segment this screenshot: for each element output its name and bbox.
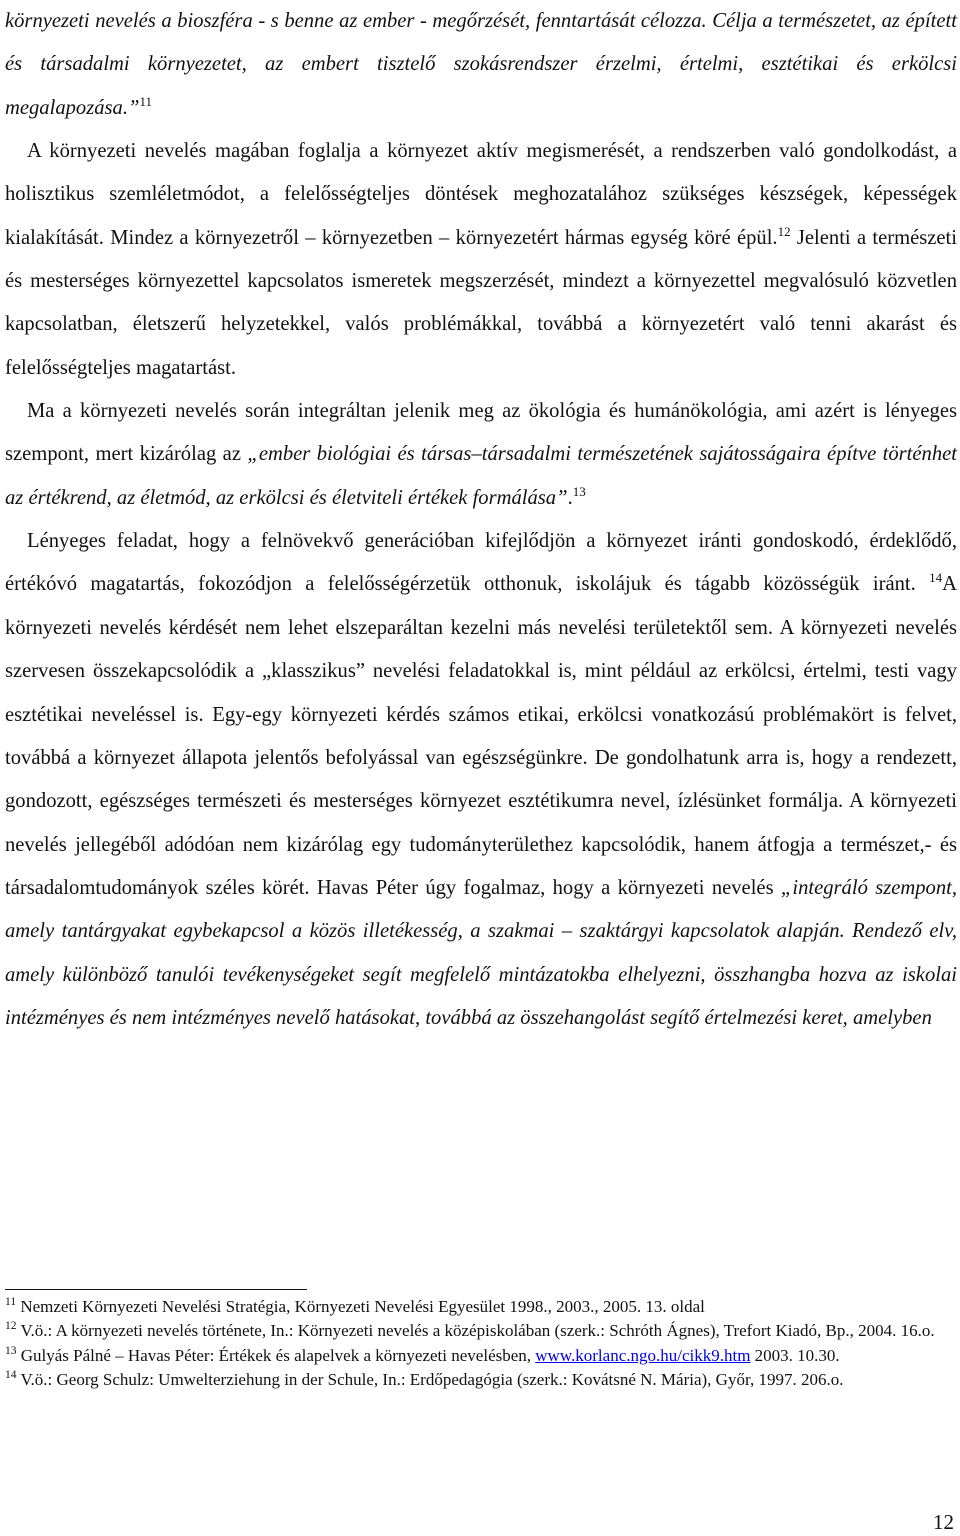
paragraph-1: [5, 0, 957, 130]
footnote-13: [5, 1344, 957, 1368]
footnote-number: 13: [5, 1344, 17, 1357]
paragraph-3-end: .: [567, 486, 573, 509]
quote-continuation: környezeti nevelés a bioszféra - s benne az ember - megőrzését, fenntartását célozza. Célja a természetet, az épített és társadalmi környezetet, az embert tisztelő szokásrendszer érzelmi, értelmi, esztétikai és erkölcsi megalapozása.”: [5, 10, 957, 119]
paragraph-4-text-b: A környezeti nevelés kérdését nem lehet elszeparáltan kezelni más nevelési területektől sem. A környezeti nevelés szervesen összekapcsolódik a „klasszikus” nevelési feladatokkal is, mint például az erkölcsi, értelmi, testi vagy esztétikai neveléssel is. Egy-egy környezeti kérdés számos etikai, erkölcsi vonatkozású problémakört is felvet, továbbá a környezet állapota jelentős befolyással van egészségünkre. De gondolhatunk arra is, hogy a rendezett, gondozott, egészséges természeti és mesterséges környezet esztétikumra nevel, ízlésünket formálja. A környezeti nevelés jellegéből adódóan nem kizárólag egy tudományterülethez kapcsolódik, hanem átfogja a természet,- és társadalomtudományok széles körét. Havas Péter úgy fogalmaz, hogy a környezeti nevelés: [5, 573, 957, 899]
paragraph-3-quote: „ember biológiai és társas–társadalmi természetének sajátosságaira építve történhet az értékrend, az életmód, az erkölcsi és életviteli értékek formálása”: [5, 443, 957, 509]
paragraph-3: [5, 390, 957, 520]
paragraph-3-text: Ma a környezeti nevelés során integráltan jelenik meg az ökológia és humánökológia, ami azért is lényeges szempont, mert kizárólag az: [5, 400, 957, 466]
footnote-date: 2003. 10.30.: [750, 1345, 840, 1365]
footnote-11: [5, 1295, 957, 1319]
footnotes: [5, 1295, 957, 1392]
footnote-separator: [5, 1289, 307, 1290]
footnote-text: V.ö.: A környezeti nevelés története, In.: Környezeti nevelés a középiskolában (szerk.: Schróth Ágnes), Trefort Kiadó, Bp., 2004. 16.o.: [16, 1321, 935, 1341]
footnote-ref-14[interactable]: 14: [929, 570, 943, 586]
footnote-ref-12[interactable]: 12: [777, 223, 791, 239]
paragraph-2-text-a: A környezeti nevelés magában foglalja a környezet aktív megismerését, a rendszerben való gondolkodást, a holisztikus szemléletmódot, a felelősségteljes döntések meghozatalához szükséges készségek, képességek kialakítását. Mindez a környezetről – környezetben – környezetért hármas egység köré épül.: [5, 140, 957, 249]
paragraph-2: [5, 130, 957, 390]
footnote-text: V.ö.: Georg Schulz: Umwelterziehung in der Schule, In.: Erdőpedagógia (szerk.: Kovátsné N. Mária), Győr, 1997. 206.o.: [16, 1369, 844, 1389]
paragraph-4-text-a: Lényeges feladat, hogy a felnövekvő generációban kifejlődjön a környezet iránti gondoskodó, érdeklődő, értékóvó magatartás, fokozódjon a felelősségérzetük otthonuk, iskolájuk és tágabb közösségük iránt.: [5, 530, 957, 596]
footnote-link[interactable]: www.korlanc.ngo.hu/cikk9.htm: [535, 1345, 751, 1365]
footnote-number: 14: [5, 1368, 17, 1381]
paragraph-2-text-b: Jelenti a természeti és mesterséges környezettel kapcsolatos ismeretek megszerzését, mindezt a környezettel megvalósuló közvetlen kapcsolatban, életszerű helyzetekkel, valós problémákkal, továbbá a környezetért való tenni akarást és felelősségteljes magatartást.: [5, 226, 957, 379]
footnote-text: Nemzeti Környezeti Nevelési Stratégia, Környezeti Nevelési Egyesület 1998., 2003., 2005. 13. oldal: [16, 1297, 705, 1316]
footnote-number: 11: [5, 1296, 17, 1308]
footnote-12: [5, 1319, 957, 1343]
footnote-text: Gulyás Pálné – Havas Péter: Értékek és alapelvek a környezeti nevelésben,: [16, 1345, 536, 1365]
paragraph-4: [5, 520, 957, 1040]
page-number: 12: [933, 1510, 954, 1534]
footnote-ref-11[interactable]: 11: [139, 93, 152, 109]
paragraph-4-quote: „integráló szempont, amely tantárgyakat egybekapcsol a közös illetékesség, a szakmai – szaktárgyi kapcsolatok alapján. Rendező elv, amely különböző tanulói tevékenységeket segít megfelelő mintázatokba elhelyezni, összhangba hozva az iskolai intézményes és nem intézményes nevelő hatásokat, továbbá az összehangolást segítő értelmezési keret, amelyben: [5, 876, 957, 1029]
footnote-ref-13[interactable]: 13: [572, 483, 586, 499]
footnote-number: 12: [5, 1320, 17, 1333]
body-text: [5, 0, 957, 1040]
footnote-14: [5, 1368, 957, 1392]
